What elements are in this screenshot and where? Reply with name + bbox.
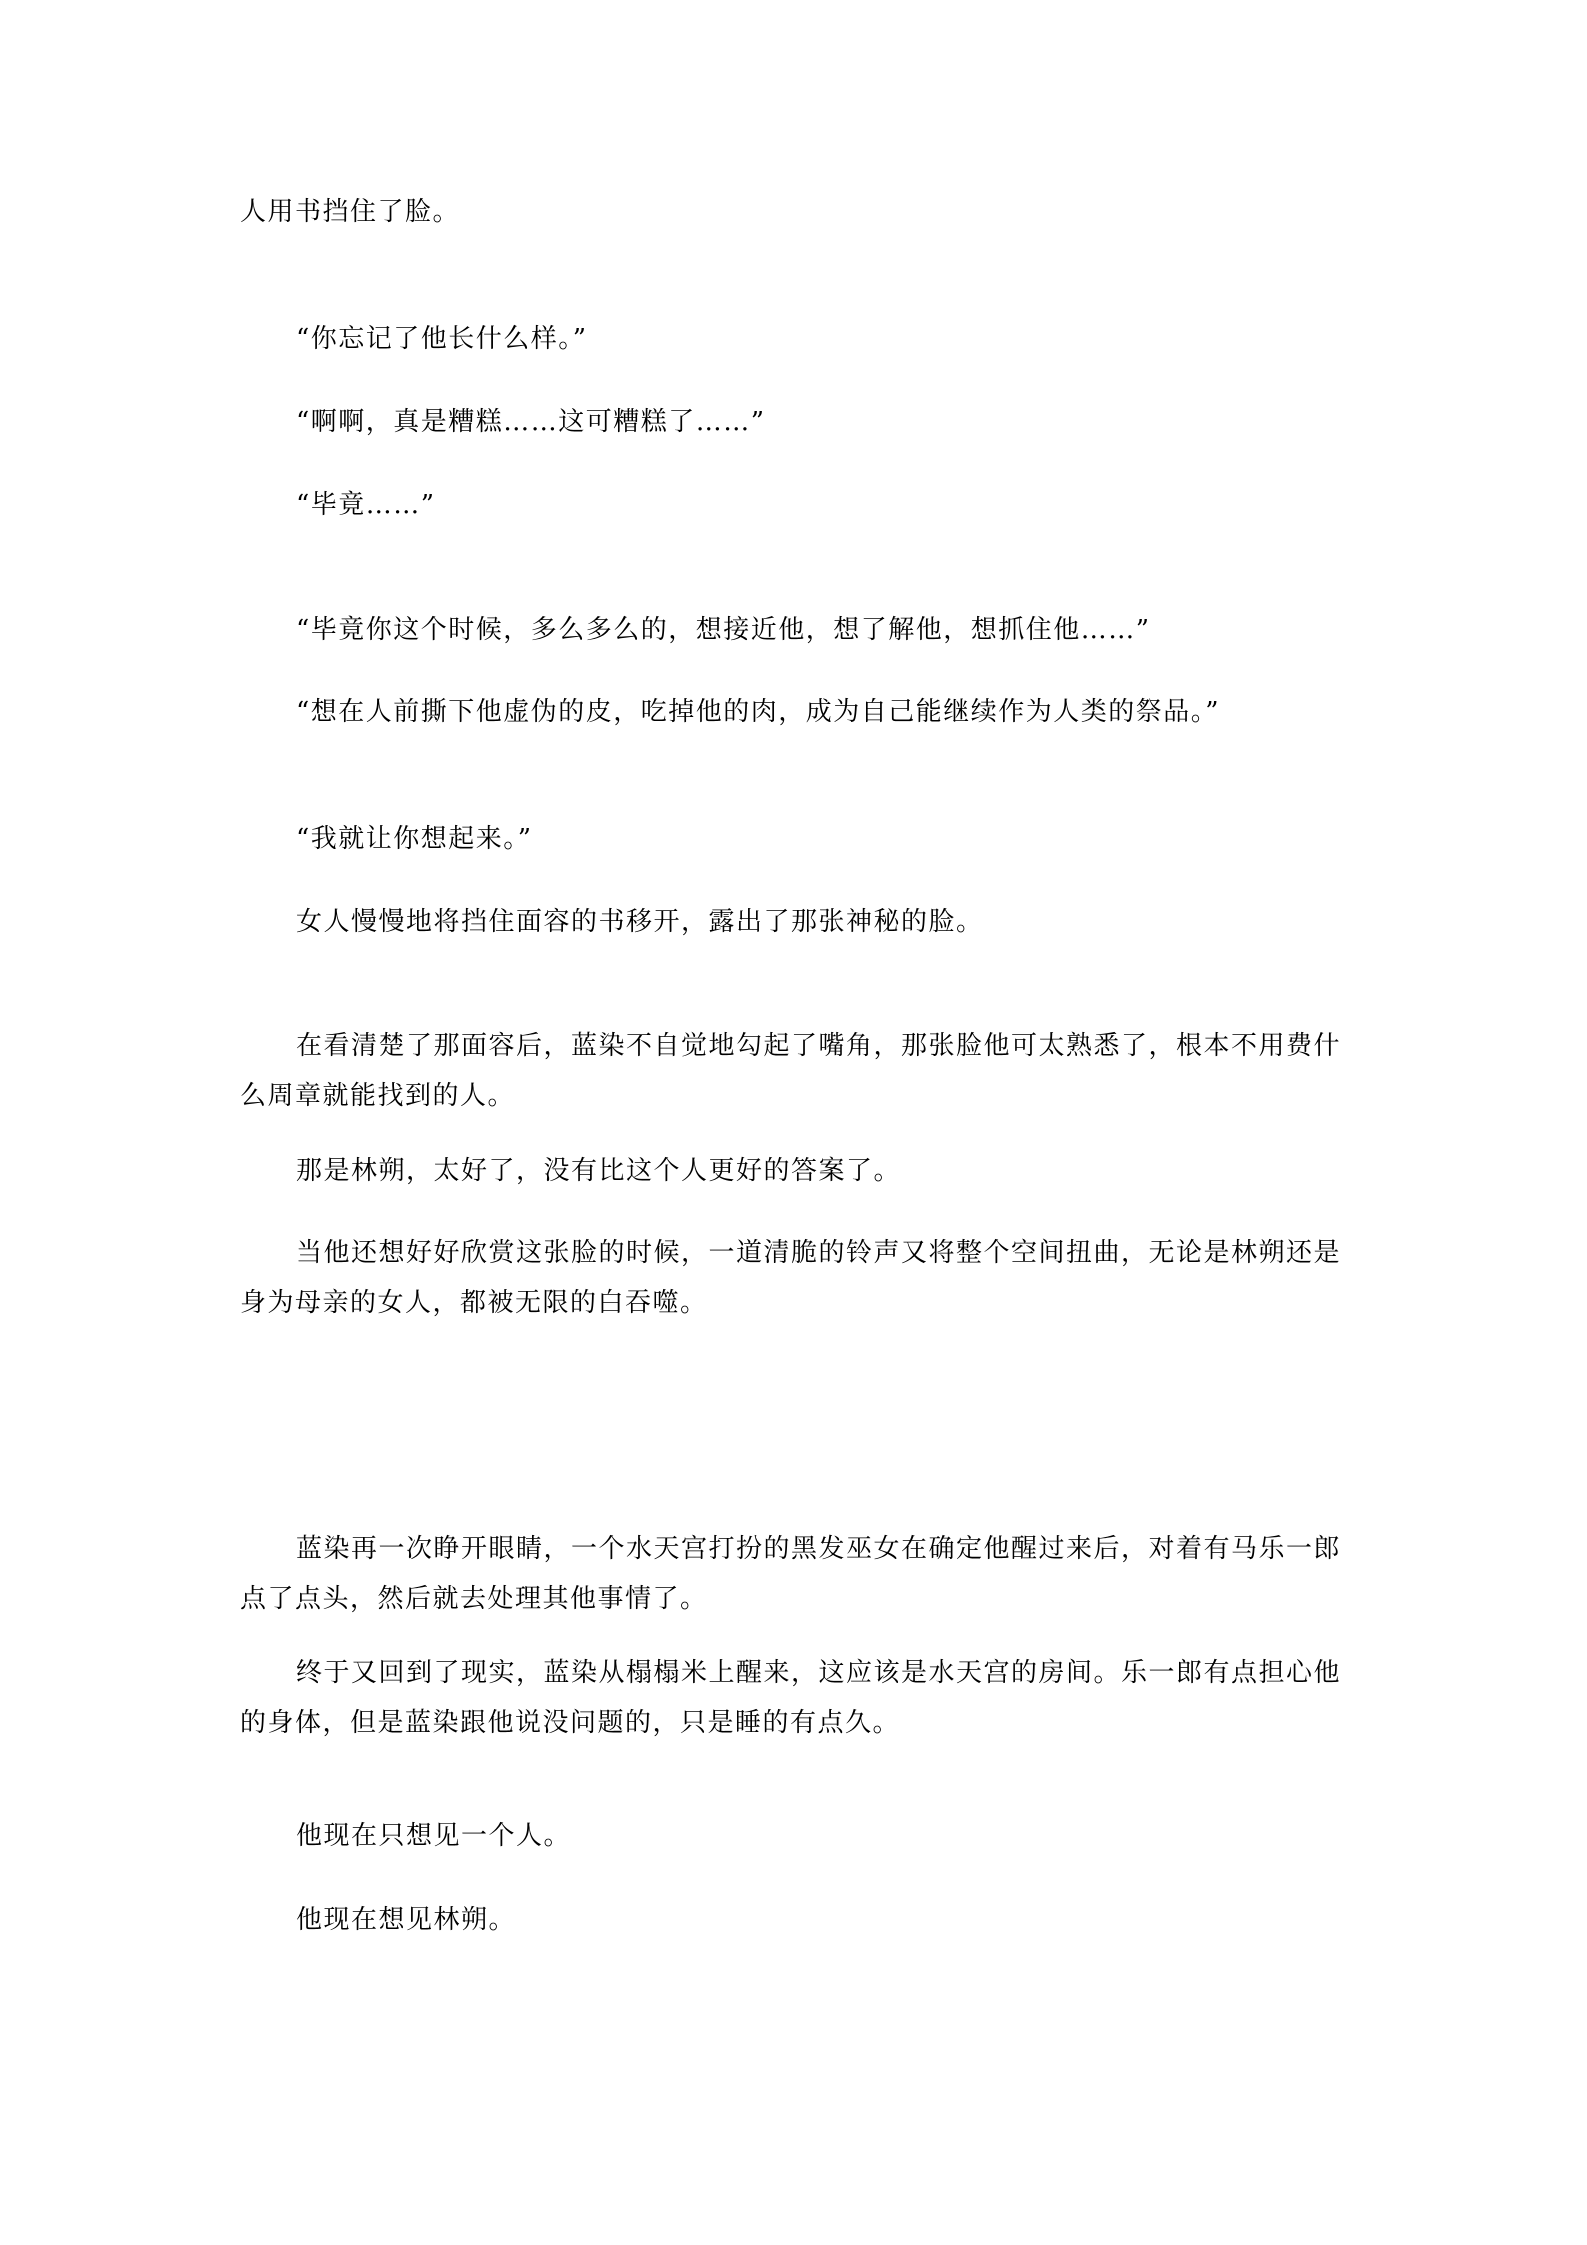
paragraph-7: “我就让你想起来。” (296, 824, 533, 854)
paragraph-6: “想在人前撕下他虚伪的皮，吃掉他的肉，成为自己能继续作为人类的祭品。” (296, 697, 1221, 727)
paragraph-2: “你忘记了他长什么样。” (296, 324, 588, 354)
paragraph-14: 他现在只想见一个人。 (296, 1821, 572, 1851)
paragraph-13: 终于又回到了现实，蓝染从榻榻米上醒来，这应该是水天宫的房间。乐一郎有点担心他的身体，但是蓝染跟他说没问题的，只是睡的有点久。 (240, 1658, 1342, 1738)
paragraph-11: 当他还想好好欣赏这张脸的时候，一道清脆的铃声又将整个空间扭曲，无论是林朔还是身为母亲的女人，都被无限的白吞噬。 (240, 1238, 1342, 1318)
paragraph-1: 人用书挡住了脸。 (240, 197, 461, 227)
paragraph-15: 他现在想见林朔。 (296, 1905, 517, 1935)
paragraph-3: “啊啊，真是糟糕……这可糟糕了……” (296, 407, 766, 437)
paragraph-4: “毕竟……” (296, 490, 436, 520)
paragraph-9: 在看清楚了那面容后，蓝染不自觉地勾起了嘴角，那张脸他可太熟悉了，根本不用费什么周章就能找到的人。 (240, 1031, 1342, 1111)
paragraph-12: 蓝染再一次睁开眼睛，一个水天宫打扮的黑发巫女在确定他醒过来后，对着有马乐一郎点了点头，然后就去处理其他事情了。 (240, 1534, 1342, 1614)
paragraph-8: 女人慢慢地将挡住面容的书移开，露出了那张神秘的脸。 (296, 907, 984, 937)
paragraph-5: “毕竟你这个时候，多么多么的，想接近他，想了解他，想抓住他……” (296, 615, 1151, 645)
paragraph-10: 那是林朔，太好了，没有比这个人更好的答案了。 (296, 1156, 902, 1186)
